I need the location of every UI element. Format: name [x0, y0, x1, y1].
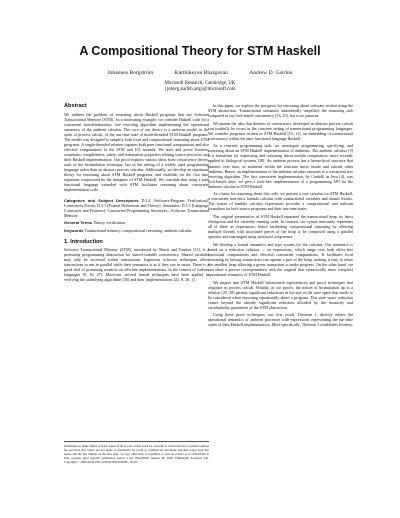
author-name: Karthikeyan Bhargavan	[174, 70, 228, 76]
body-paragraph: We develop a formal semantics and type system for the calculus. Our semantics is based on a reduction relation → on expressions, which range over both effect-free functional computations and effectful concurrent computations. It facilitates local reasoning by having transactions run against a part of the heap, making it easy to relate the smallest heap allowing a given transaction to make progress. On the other hand, we can show a precise correspondence with the original (but syntactically more complex) operational semantics of STM Haskell.	[208, 241, 353, 277]
abstract-heading: Abstract	[64, 103, 87, 109]
paper-title: A Compositional Theory for STM Haskell	[79, 44, 321, 58]
left-column	[64, 103, 209, 285]
abstract-text: We address the problem of reasoning about Haskell programs that use Software Transactional Memory (STM). As a motivating example, we consider Haskell code for a concurrent non-deterministic tree rewriting algorithm implementing the operational semantics of the ambient calculus. The core of our theory is a uniform model, in the spirit of process calculi, of the run-time state of multi-threaded STM Haskell programs. The model was designed to simplify both local and compositional reasoning about STM programs. A single-threaded relation captures both pure functional computations and also effectful computations in the STM and I/O monads. We state and prove liveness, soundness, completeness, safety, and termination properties relating source processes and their Haskell implementation. Our proof exploits various ideas from concurrency theory, such as the bisimulation technique, but in the setting of a widely used programming language rather than an abstract process calculus. Additionally, we develop an equational theory for reasoning about STM Haskell programs, and establish for the first time equations conjectured by the designers of STM Haskell. We conclude that using a pure functional language extended with STM facilitates reasoning about concurrent implementation code.	[64, 111, 209, 193]
categories	[64, 198, 209, 218]
right-column	[208, 103, 353, 330]
affiliation: Microsoft Research, Cambridge, UK	[164, 81, 236, 86]
keywords-text: Transactional memory, compositional reasoning, ambient calculus	[84, 227, 192, 233]
author-list	[0, 70, 400, 76]
keywords-label: Keywords	[64, 227, 84, 233]
keywords	[64, 228, 209, 233]
general-terms-text: Theory, verification	[93, 220, 126, 226]
body-paragraph: We pursue the idea that theories of concurrency developed in abstract process calculi can fruitfully be recast in the concrete setting of transactional programming languages. We consider programs written in STM Haskell [10, 11], an embedding of transactional concurrency within the pure functional language Haskell.	[208, 120, 353, 141]
body-paragraph: The original presentation of STM Haskell separated the transactional heap, its latest checkpoint and the currently running code. In contrast, our syntax uniformly represents all of these as expressions, hence facilitating compositional reasoning by allowing multiple threads with associated pieces of the heap to be composed using a parallel operator and rearranged using structural congruence.	[208, 213, 353, 240]
body-paragraph: As a basis for reasoning about this code, we present a core calculus for STM Haskell: a concurrent non-strict lambda calculus with transactional variables and atomic blocks. The syntax of lambda calculus expressions provides a compositional and uniform formalism for both source programs and their run-time states.	[208, 191, 353, 212]
general-terms	[64, 220, 209, 225]
author-name: Johannes Borgström	[107, 70, 154, 76]
author-emails: {joborg,karthb,adg}@microsoft.com	[164, 87, 236, 93]
introduction-heading: 1. Introduction	[64, 238, 103, 245]
introduction-text: Software Transactional Memory (STM), introduced by Shavit and Touitou [31], is a promising programming abstraction for shared-variable concurrency. Shared variables may only be accessed within transactions. Ingenious software techniques allow transactions to run in parallel while their semantics is as if they run in series. There is a good deal of promising research on efficient implementations, in the context of various languages [9, 10, 27]. Moreover, several formal techniques have been applied to verifying the underlying algorithms [30] and their implementations [22, 8, 20, 1].	[64, 247, 209, 283]
body-paragraph: In this paper, we explore the prospects for reasoning about software written using the STM abstraction. Transactional semantics undoubtedly simplifies the reasoning task compared to say lock-based concurrency [18, 25], but to no panacea.	[208, 103, 353, 119]
categories-label: Categories and Subject Descriptors	[64, 197, 139, 203]
copyright-footnote: Permission to make digital or hard copies of all or part of this work for personal or classroom use is granted without fee provided that copies are not made or distributed for profit or commercial advantage and that copies bear this notice and the full citation on the first page. To copy otherwise, to republish, to post on servers or to redistribute to lists, requires prior specific permission and/or a fee. Haskell'09, August 30, 2009, Edinburgh, Scotland, UK. Copyright © 2009 ACM 978-1-60558-508-6/09/08... $5.00	[64, 441, 209, 464]
general-terms-label: General Terms	[64, 220, 93, 226]
affiliation-block	[0, 81, 400, 93]
categories-text: D.2.4 [Software/Program Verification]: Correctness Proofs; D.3.1 [Formal Definitions and Theory]: Semantics; D.3.3 [Language Constructs and Features]: Concurrent Programming Structures—Software Transactional Memory	[64, 197, 209, 218]
body-paragraph: Using these proof techniques, our first result, Theorem 1, directly relates the operational semantics of ambient processes with expressions representing the run-time states of their Haskell implementation. More specifically, Theorem 1 establishes liveness,	[208, 312, 353, 328]
body-paragraph: As a concrete programming task, we investigate programming, specifying, and reasoning about an STM Haskell implementation of ambients. The ambient calculus [5] is a formalism for expressing and reasoning about mobile computation, more recently applied to biological systems [28]. An ambient process has a hierarchical structure that mutates over time, as ambients within the structure move inside and outside other ambients. Hence, an implementation of the ambient calculus amounts to a concurrent tree rewriting algorithm. The first concurrent implementation, by Cardelli in Java [4], was lock-based; here, we give a lock-free implementation of a programming API for the ambient calculus in STM Haskell.	[208, 143, 353, 189]
author-name: Andrew D. Gordon	[249, 70, 293, 76]
body-paragraph: We import into STM Haskell behavioural equivalences and proof techniques that originate in process calculi. Notably, in our proofs, the notion of bisimulation up to a relation [29, 28] permits significant reductions in the size of the state space that needs to be considered when reasoning equationally about a program. This state space reduction comes beyond the already significant reduction afforded by the atomicity and serializability guarantees of the STM abstraction.	[208, 279, 353, 310]
